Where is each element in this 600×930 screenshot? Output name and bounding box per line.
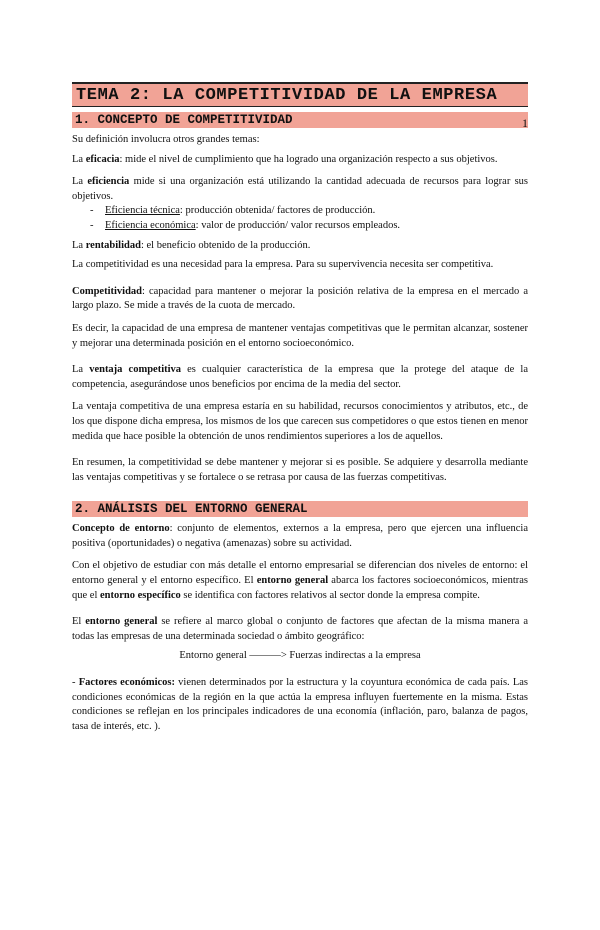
factores-term: Factores económicos: [78,677,175,689]
ventaja-detalle-paragraph: La ventaja competitiva de una empresa estaría en su habilidad, recursos conocimientos y atributos, etc., de los que dispone dicha empresa, los mismos de los que carecen sus competidores o que estos tienen en menor medida que hace posible la obtención de unos rendimientos superiores a los de aquellos. [72,401,528,442]
competitividad-paragraph: Competitividad: capacidad para mantener o mejorar la posición relativa de la empresa en el mercado a largo plazo. Se mide a través de la cuota de mercado. [72,285,528,312]
list-item: - Eficiencia económica: valor de producción/ valor recursos empleados. [90,219,528,234]
rentabilidad-paragraph: La rentabilidad: el beneficio obtenido de la producción. [72,239,311,251]
main-title: TEMA 2: LA COMPETITIVIDAD DE LA EMPRESA [72,82,528,107]
eficacia-term: eficacia [85,153,120,165]
section-title-2: 2. ANÁLISIS DEL ENTORNO GENERAL [72,501,528,517]
ventaja-term: ventaja competitiva [89,364,182,376]
eficacia-paragraph: La eficacia: mide el nivel de cumplimiento que ha logrado una organización respecto a sus objetivos. [72,153,498,165]
entorno-general-paragraph: El entorno general se refiere al marco global o conjunto de factores que afectan de la misma manera a todas las empresas de una determinada sociedad o ámbito geográfico: [72,616,528,642]
rentabilidad-term: rentabilidad [85,239,141,251]
section-title-1: 1. CONCEPTO DE COMPETITIVIDAD [72,112,528,128]
concepto-entorno-paragraph: Concepto de entorno: conjunto de elementos, externos a la empresa, pero que ejercen una influencia positiva (oportunidades) o negativa (amenazas) sobre su actividad. [72,523,528,549]
factores-economicos-paragraph: - Factores económicos: vienen determinados por la estructura y la coyuntura económica de cada país. Las condiciones económicas de la región en la que actúa la empresa influyen fuertemente en la misma. Estas condiciones se reflejan en los principales indicadores de una economía (inflación, paro, balanza de pagos, tasa de interés, etc. ). [72,677,529,732]
document-page [0,82,600,930]
eficiencia-term: eficiencia [87,176,130,188]
es-decir-paragraph: Es decir, la capacidad de una empresa de mantener ventajas competitivas que le permitan alcanzar, sostener y mejorar una determinada posición en el entorno socioeconómico. [72,322,528,349]
resumen-paragraph: En resumen, la competitividad se debe mantener y mejorar si es posible. Se adquiere y desarrolla mediante las ventajas competitivas y se fortalece o se retrasa por causa de las fuerzas competitivas. [72,457,528,483]
formula-line: Entorno general ———> Fuerzas indirectas a la empresa [179,650,421,662]
competitividad-term: Competitividad [72,285,143,297]
objetivo-paragraph: Con el objetivo de estudiar con más detalle el entorno empresarial se diferencian dos niveles de entorno: el entorno general y el entorno específico. El entorno general abarca los factores socioeconómicos, mientras que el entorno específico se identifica con factores relativos al sector donde la empresa compite. [72,560,528,601]
ventaja-paragraph: La ventaja competitiva es cualquier característica de la empresa que la protege del ataque de la competencia, asegurándose unos beneficios por encima de la media del sector. [72,364,528,390]
concepto-term: Concepto de entorno [72,523,170,535]
necesidad-paragraph: La competitividad es una necesidad para la empresa. Para su supervivencia necesita ser competitiva. [72,259,494,271]
eficiencia-paragraph: La eficiencia mide si una organización está utilizando la cantidad adecuada de recursos para lograr sus objetivos. [72,176,528,202]
list-item: - Eficiencia técnica: producción obtenida/ factores de producción. [90,204,528,219]
page-number: 1 [522,116,528,130]
eficiencia-list [72,204,528,233]
entorno-general-term: entorno general [85,616,158,628]
intro-paragraph: Su definición involucra otros grandes temas: [72,134,260,145]
